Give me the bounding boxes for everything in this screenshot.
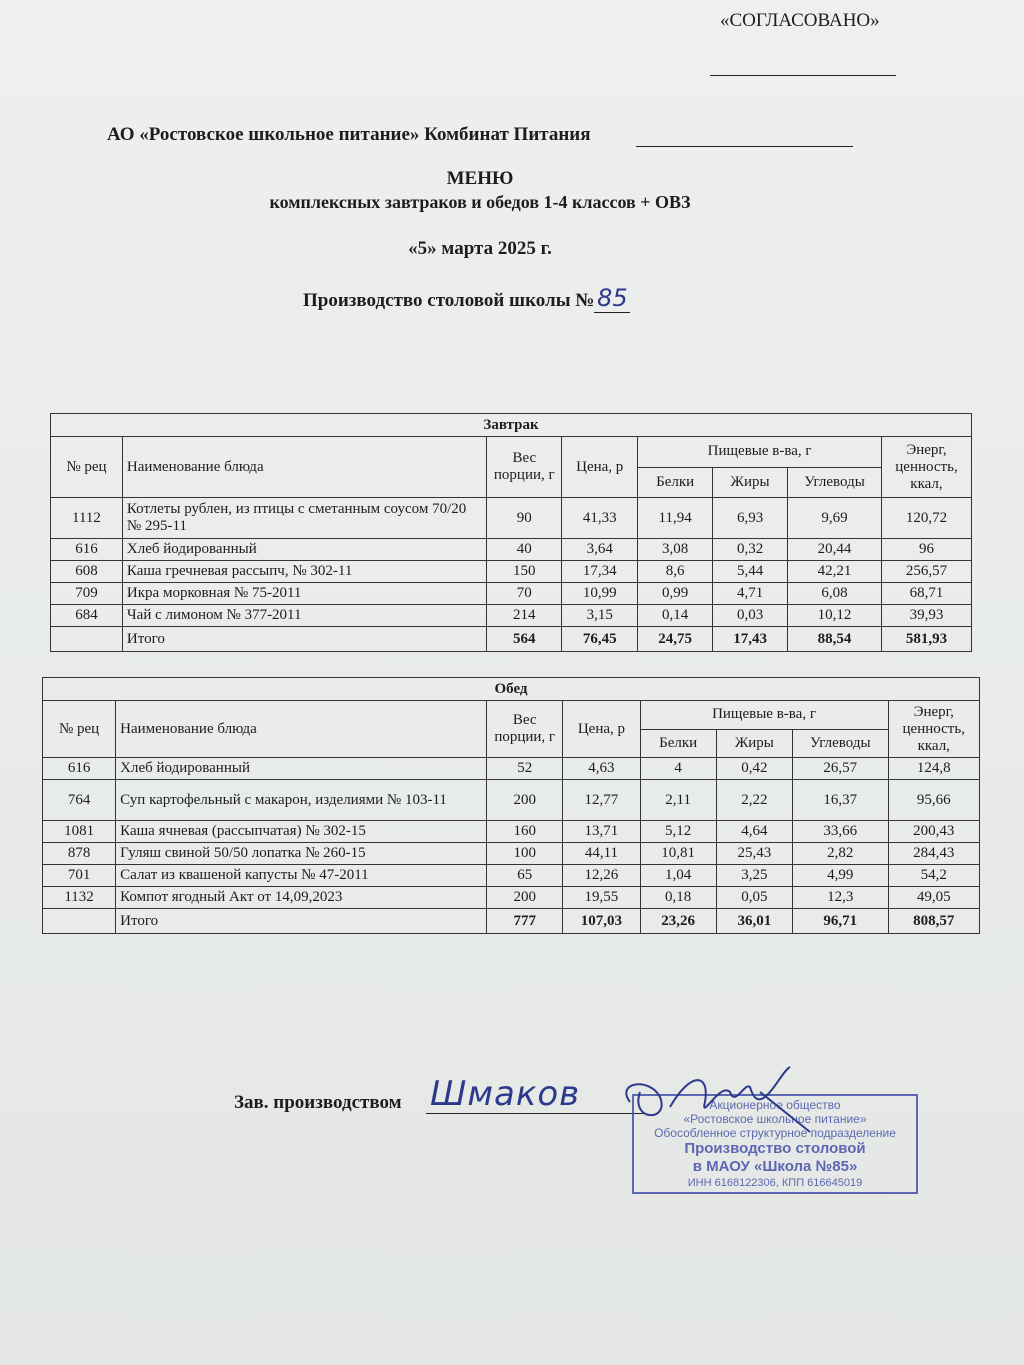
col-header-fat: Жиры xyxy=(713,467,788,498)
carbs: 16,37 xyxy=(792,780,888,821)
carbs: 33,66 xyxy=(792,821,888,843)
table-row xyxy=(43,843,980,865)
table-row xyxy=(51,583,972,605)
col-header-energy: Энерг, ценность, ккал, xyxy=(888,701,980,758)
total-price: 76,45 xyxy=(562,627,638,652)
protein: 5,12 xyxy=(640,821,716,843)
total-energy: 808,57 xyxy=(888,909,980,934)
total-row xyxy=(43,909,980,934)
table-row xyxy=(43,758,980,780)
table-row xyxy=(43,865,980,887)
dish-name: Гуляш свиной 50/50 лопатка № 260-15 xyxy=(116,843,487,865)
price: 44,11 xyxy=(563,843,640,865)
protein: 10,81 xyxy=(640,843,716,865)
lunch-table xyxy=(42,677,980,934)
energy: 124,8 xyxy=(888,758,980,780)
carbs: 4,99 xyxy=(792,865,888,887)
weight: 52 xyxy=(487,758,563,780)
handwritten-signature: Шмаков xyxy=(430,1074,581,1114)
weight: 214 xyxy=(487,605,562,627)
page-subtitle: комплексных завтраков и обедов 1-4 классов + ОВЗ xyxy=(269,192,691,212)
table-row xyxy=(51,539,972,561)
total-weight: 564 xyxy=(487,627,562,652)
energy: 96 xyxy=(881,539,971,561)
col-header-nutrients: Пищевые в-ва, г xyxy=(638,437,882,468)
col-header-carbs: Углеводы xyxy=(788,467,882,498)
carbs: 2,82 xyxy=(792,843,888,865)
energy: 284,43 xyxy=(888,843,980,865)
col-header-name: Наименование блюда xyxy=(122,437,486,498)
fat: 4,64 xyxy=(716,821,792,843)
total-protein: 23,26 xyxy=(640,909,716,934)
table-row xyxy=(51,561,972,583)
total-protein: 24,75 xyxy=(638,627,713,652)
price: 17,34 xyxy=(562,561,638,583)
price: 19,55 xyxy=(563,887,640,909)
energy: 95,66 xyxy=(888,780,980,821)
stamp-line: «Ростовское школьное питание» xyxy=(683,1112,867,1126)
total-carbs: 96,71 xyxy=(792,909,888,934)
header-row xyxy=(51,437,972,468)
weight: 65 xyxy=(487,865,563,887)
weight: 160 xyxy=(487,821,563,843)
dish-name: Салат из квашеной капусты № 47-2011 xyxy=(116,865,487,887)
recipe-number: 684 xyxy=(51,605,123,627)
total-fat: 36,01 xyxy=(716,909,792,934)
table-row xyxy=(51,498,972,539)
energy: 39,93 xyxy=(881,605,971,627)
recipe-number: 1112 xyxy=(51,498,123,539)
signature-scribble-icon xyxy=(610,1062,830,1142)
weight: 200 xyxy=(487,780,563,821)
total-row xyxy=(51,627,972,652)
breakfast-table xyxy=(50,413,972,652)
dish-name: Икра морковная № 75-2011 xyxy=(122,583,486,605)
protein: 3,08 xyxy=(638,539,713,561)
fat: 2,22 xyxy=(716,780,792,821)
recipe-number: 1132 xyxy=(43,887,116,909)
price: 10,99 xyxy=(562,583,638,605)
recipe-number: 764 xyxy=(43,780,116,821)
recipe-number: 1081 xyxy=(43,821,116,843)
protein: 4 xyxy=(640,758,716,780)
fat: 6,93 xyxy=(713,498,788,539)
energy: 49,05 xyxy=(888,887,980,909)
carbs: 20,44 xyxy=(788,539,882,561)
weight: 40 xyxy=(487,539,562,561)
protein: 2,11 xyxy=(640,780,716,821)
protein: 0,18 xyxy=(640,887,716,909)
dish-name: Котлеты рублен, из птицы с сметанным соусом 70/20 № 295-11 xyxy=(122,498,486,539)
weight: 90 xyxy=(487,498,562,539)
carbs: 42,21 xyxy=(788,561,882,583)
col-header-weight: Вес порции, г xyxy=(487,701,563,758)
price: 12,77 xyxy=(563,780,640,821)
col-header-protein: Белки xyxy=(640,729,716,758)
dish-name: Хлеб йодированный xyxy=(116,758,487,780)
stamp-line: Производство столовой xyxy=(684,1140,866,1157)
weight: 70 xyxy=(487,583,562,605)
signature-label: Зав. производством xyxy=(234,1092,402,1113)
total-price: 107,03 xyxy=(563,909,640,934)
col-header-fat: Жиры xyxy=(716,729,792,758)
recipe-number: 878 xyxy=(43,843,116,865)
weight: 100 xyxy=(487,843,563,865)
dish-name: Суп картофельный с макарон, изделиями № 103-11 xyxy=(116,780,487,821)
table-row xyxy=(43,887,980,909)
approved-label: «СОГЛАСОВАНО» xyxy=(720,10,880,31)
protein: 8,6 xyxy=(638,561,713,583)
table-row xyxy=(43,821,980,843)
price: 41,33 xyxy=(562,498,638,539)
energy: 200,43 xyxy=(888,821,980,843)
dish-name: Каша ячневая (рассыпчатая) № 302-15 xyxy=(116,821,487,843)
recipe-number: 616 xyxy=(43,758,116,780)
fat: 4,71 xyxy=(713,583,788,605)
section-title: Обед xyxy=(43,678,980,701)
stamp-line: ИНН 6168122306, КПП 616645019 xyxy=(687,1177,863,1189)
recipe-number: 701 xyxy=(43,865,116,887)
price: 3,15 xyxy=(562,605,638,627)
table-row xyxy=(43,780,980,821)
energy: 120,72 xyxy=(881,498,971,539)
school-number-handwritten: 85 xyxy=(594,284,630,313)
col-header-protein: Белки xyxy=(638,467,713,498)
stamp-line: в МАОУ «Школа №85» xyxy=(692,1158,858,1175)
protein: 11,94 xyxy=(638,498,713,539)
dish-name: Компот ягодный Акт от 14,09,2023 xyxy=(116,887,487,909)
header-row xyxy=(43,701,980,730)
carbs: 26,57 xyxy=(792,758,888,780)
fat: 3,25 xyxy=(716,865,792,887)
total-fat: 17,43 xyxy=(713,627,788,652)
recipe-number: 616 xyxy=(51,539,123,561)
protein: 0,14 xyxy=(638,605,713,627)
section-title-row xyxy=(51,414,972,437)
production-label xyxy=(303,284,630,313)
section-title: Завтрак xyxy=(51,414,972,437)
price: 4,63 xyxy=(563,758,640,780)
col-header-energy: Энерг, ценность, ккал, xyxy=(881,437,971,498)
total-dish-name: Итого xyxy=(122,627,486,652)
production-label-text: Производство столовой школы № xyxy=(303,290,595,311)
fat: 5,44 xyxy=(713,561,788,583)
page-title: МЕНЮ xyxy=(446,168,514,189)
protein: 0,99 xyxy=(638,583,713,605)
carbs: 10,12 xyxy=(788,605,882,627)
carbs: 12,3 xyxy=(792,887,888,909)
table-row xyxy=(51,605,972,627)
carbs: 6,08 xyxy=(788,583,882,605)
fat: 0,03 xyxy=(713,605,788,627)
organization-blank-line xyxy=(636,146,853,147)
menu-date: «5» марта 2025 г. xyxy=(408,238,552,259)
total-weight: 777 xyxy=(487,909,563,934)
col-header-weight: Вес порции, г xyxy=(487,437,562,498)
stamp-line: Обособленное структурное подразделение xyxy=(654,1126,896,1140)
weight: 200 xyxy=(487,887,563,909)
total-carbs: 88,54 xyxy=(788,627,882,652)
stamp-line: Акционерное общество xyxy=(709,1098,841,1112)
energy: 256,57 xyxy=(881,561,971,583)
section-title-row xyxy=(43,678,980,701)
total-recipe-number xyxy=(51,627,123,652)
recipe-number: 709 xyxy=(51,583,123,605)
price: 13,71 xyxy=(563,821,640,843)
total-energy: 581,93 xyxy=(881,627,971,652)
recipe-number: 608 xyxy=(51,561,123,583)
fat: 25,43 xyxy=(716,843,792,865)
col-header-rec: № рец xyxy=(51,437,123,498)
dish-name: Хлеб йодированный xyxy=(122,539,486,561)
dish-name: Чай с лимоном № 377-2011 xyxy=(122,605,486,627)
dish-name: Каша гречневая рассыпч, № 302-11 xyxy=(122,561,486,583)
col-header-name: Наименование блюда xyxy=(116,701,487,758)
fat: 0,42 xyxy=(716,758,792,780)
total-dish-name: Итого xyxy=(116,909,487,934)
col-header-price: Цена, р xyxy=(563,701,640,758)
energy: 54,2 xyxy=(888,865,980,887)
col-header-nutrients: Пищевые в-ва, г xyxy=(640,701,888,730)
organization-name: АО «Ростовское школьное питание» Комбинат Питания xyxy=(107,124,591,145)
col-header-carbs: Углеводы xyxy=(792,729,888,758)
col-header-rec: № рец xyxy=(43,701,116,758)
price: 3,64 xyxy=(562,539,638,561)
fat: 0,32 xyxy=(713,539,788,561)
energy: 68,71 xyxy=(881,583,971,605)
total-recipe-number xyxy=(43,909,116,934)
col-header-price: Цена, р xyxy=(562,437,638,498)
price: 12,26 xyxy=(563,865,640,887)
weight: 150 xyxy=(487,561,562,583)
carbs: 9,69 xyxy=(788,498,882,539)
approval-signature-line xyxy=(710,75,896,76)
fat: 0,05 xyxy=(716,887,792,909)
protein: 1,04 xyxy=(640,865,716,887)
